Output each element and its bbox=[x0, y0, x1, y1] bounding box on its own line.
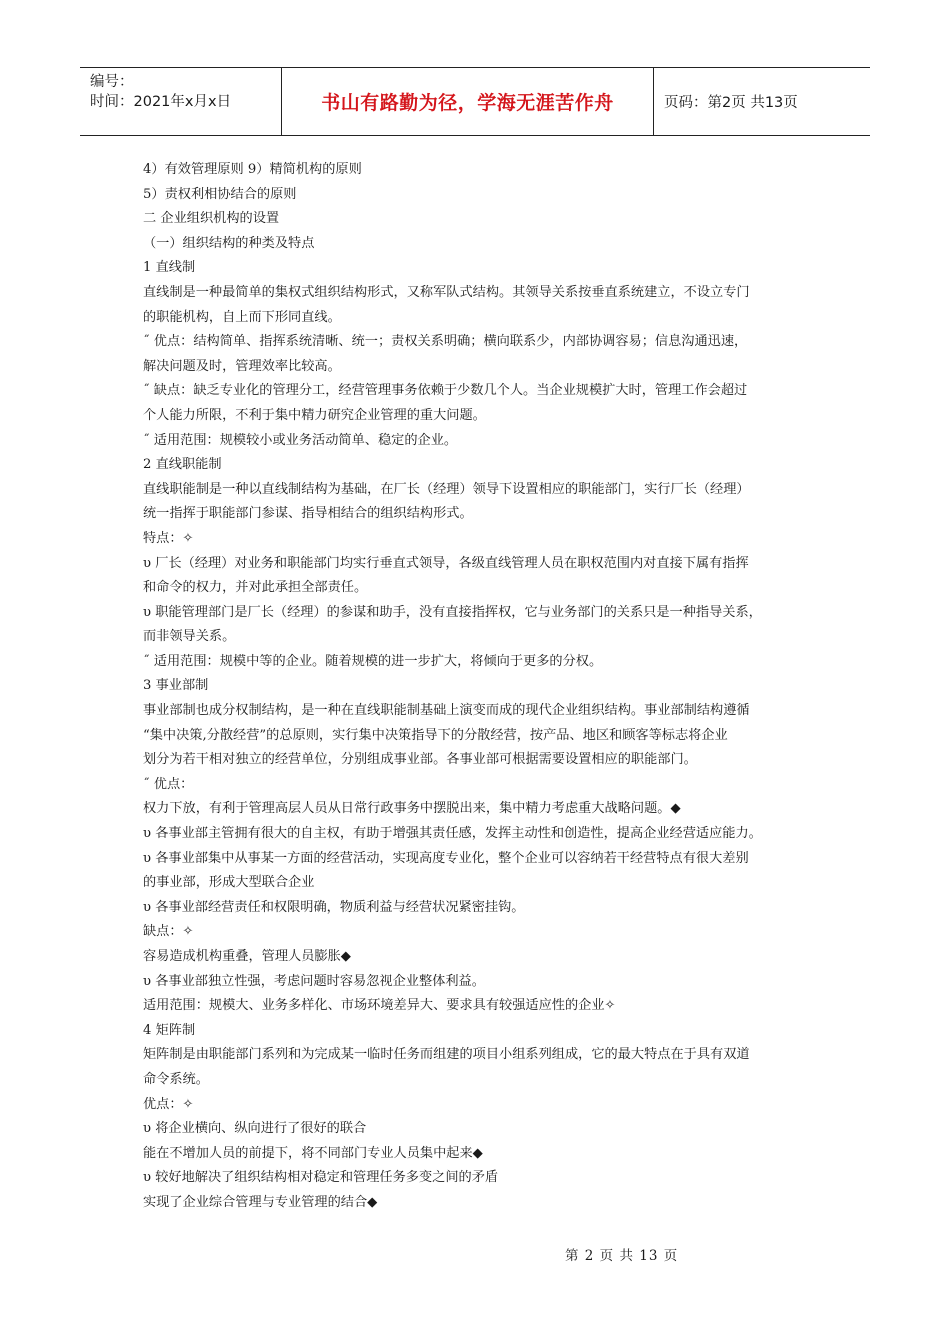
body-line: 实现了企业综合管理与专业管理的结合◆ bbox=[143, 1194, 378, 1210]
body-line: υ 较好地解决了组织结构相对稳定和管理任务多变之间的矛盾 bbox=[143, 1170, 499, 1186]
document-number-label: 编号： bbox=[90, 74, 134, 90]
page-header bbox=[80, 67, 870, 136]
body-line: 划分为若干相对独立的经营单位，分别组成事业部。各事业部可根据需要设置相应的职能部门。 bbox=[143, 752, 697, 768]
body-line: 2 直线职能制 bbox=[143, 457, 222, 473]
body-line: 适用范围：规模大、业务多样化、市场环境差异大、要求具有较强适应性的企业✧ bbox=[143, 998, 616, 1014]
body-line: （一）组织结构的种类及特点 bbox=[143, 235, 315, 251]
body-line: 命令系统。 bbox=[143, 1071, 209, 1087]
body-line: 优点：✧ bbox=[143, 1096, 194, 1112]
body-line: 统一指挥于职能部门参谋、指导相结合的组织结构形式。 bbox=[143, 506, 473, 522]
body-line: 1 直线制 bbox=[143, 260, 196, 276]
body-line: “集中决策,分散经营”的总原则，实行集中决策指导下的分散经营，按产品、地区和顾客等标志将企业 bbox=[143, 727, 728, 743]
header-meta bbox=[80, 68, 282, 135]
body-line: υ 将企业横向、纵向进行了很好的联合 bbox=[143, 1121, 367, 1137]
body-line: υ 各事业部经营责任和权限明确，物质利益与经营状况紧密挂钩。 bbox=[143, 899, 525, 915]
body-line: υ 各事业部独立性强，考虑问题时容易忽视企业整体利益。 bbox=[143, 973, 485, 989]
body-line: 解决问题及时，管理效率比较高。 bbox=[143, 358, 341, 374]
body-line: 个人能力所限，不利于集中精力研究企业管理的重大问题。 bbox=[143, 407, 486, 423]
body-line: 4 矩阵制 bbox=[143, 1022, 196, 1038]
body-line: 能在不增加人员的前提下，将不同部门专业人员集中起来◆ bbox=[143, 1145, 483, 1161]
body-line: 事业部制也成分权制结构，是一种在直线职能制基础上演变而成的现代企业组织结构。事业部制结构遵循 bbox=[143, 703, 750, 719]
body-line: υ 各事业部集中从事某一方面的经营活动，实现高度专业化，整个企业可以容纳若干经营特点有很大差别 bbox=[143, 850, 749, 866]
document-body bbox=[143, 158, 813, 1216]
body-line: υ 厂长（经理）对业务和职能部门均实行垂直式领导，各级直线管理人员在职权范围内对直接下属有指挥 bbox=[143, 555, 749, 571]
body-line: 矩阵制是由职能部门系列和为完成某一临时任务而组建的项目小组系列组成，它的最大特点在于具有双道 bbox=[143, 1047, 750, 1063]
body-line: 二 企业组织机构的设置 bbox=[143, 211, 280, 227]
body-line: 权力下放，有利于管理高层人员从日常行政事务中摆脱出来，集中精力考虑重大战略问题。◆ bbox=[143, 801, 681, 817]
body-line: 和命令的权力，并对此承担全部责任。 bbox=[143, 580, 368, 596]
body-line: 缺点：✧ bbox=[143, 924, 194, 940]
body-line: 特点：✧ bbox=[143, 530, 194, 546]
body-line: 3 事业部制 bbox=[143, 678, 209, 694]
body-line: 4）有效管理原则 9）精简机构的原则 bbox=[143, 162, 362, 177]
body-line: ˝ 缺点：缺乏专业化的管理分工，经营管理事务依赖于少数几个人。当企业规模扩大时，管理工作会超过 bbox=[143, 383, 748, 399]
page-footer: 第 2 页 共 13 页 bbox=[565, 1248, 679, 1264]
body-line: υ 各事业部主管拥有很大的自主权，有助于增强其责任感，发挥主动性和创造性，提高企业经营适应能力。 bbox=[143, 826, 762, 842]
header-motto: 书山有路勤为径，学海无涯苦作舟 bbox=[282, 68, 654, 135]
body-line: ˝ 优点：结构简单、指挥系统清晰、统一；责权关系明确；横向联系少，内部协调容易；信息沟通迅速， bbox=[143, 334, 748, 350]
body-line: 直线制是一种最简单的集权式组织结构形式，又称军队式结构。其领导关系按垂直系统建立，不设立专门 bbox=[143, 284, 750, 300]
header-page-info: 页码：第2页 共13页 bbox=[664, 95, 798, 111]
body-line: ˝ 优点： bbox=[143, 776, 194, 792]
body-line: 的事业部，形成大型联合企业 bbox=[143, 875, 315, 891]
body-line: ˝ 适用范围：规模较小或业务活动简单、稳定的企业。 bbox=[143, 432, 458, 448]
document-time-label: 时间：2021年x月x日 bbox=[90, 94, 232, 110]
body-line: ˝ 适用范围：规模中等的企业。随着规模的进一步扩大，将倾向于更多的分权。 bbox=[143, 653, 603, 669]
body-line: υ 职能管理部门是厂长（经理）的参谋和助手，没有直接指挥权，它与业务部门的关系只是一种指导关系， bbox=[143, 604, 762, 620]
body-line: 而非领导关系。 bbox=[143, 629, 236, 645]
body-line: 直线职能制是一种以直线制结构为基础，在厂长（经理）领导下设置相应的职能部门，实行厂长（经理） bbox=[143, 481, 750, 497]
body-line: 的职能机构，自上而下形同直线。 bbox=[143, 309, 341, 325]
body-line: 5）责权利相协结合的原则 bbox=[143, 186, 297, 202]
body-line: 容易造成机构重叠，管理人员膨胀◆ bbox=[143, 949, 351, 964]
